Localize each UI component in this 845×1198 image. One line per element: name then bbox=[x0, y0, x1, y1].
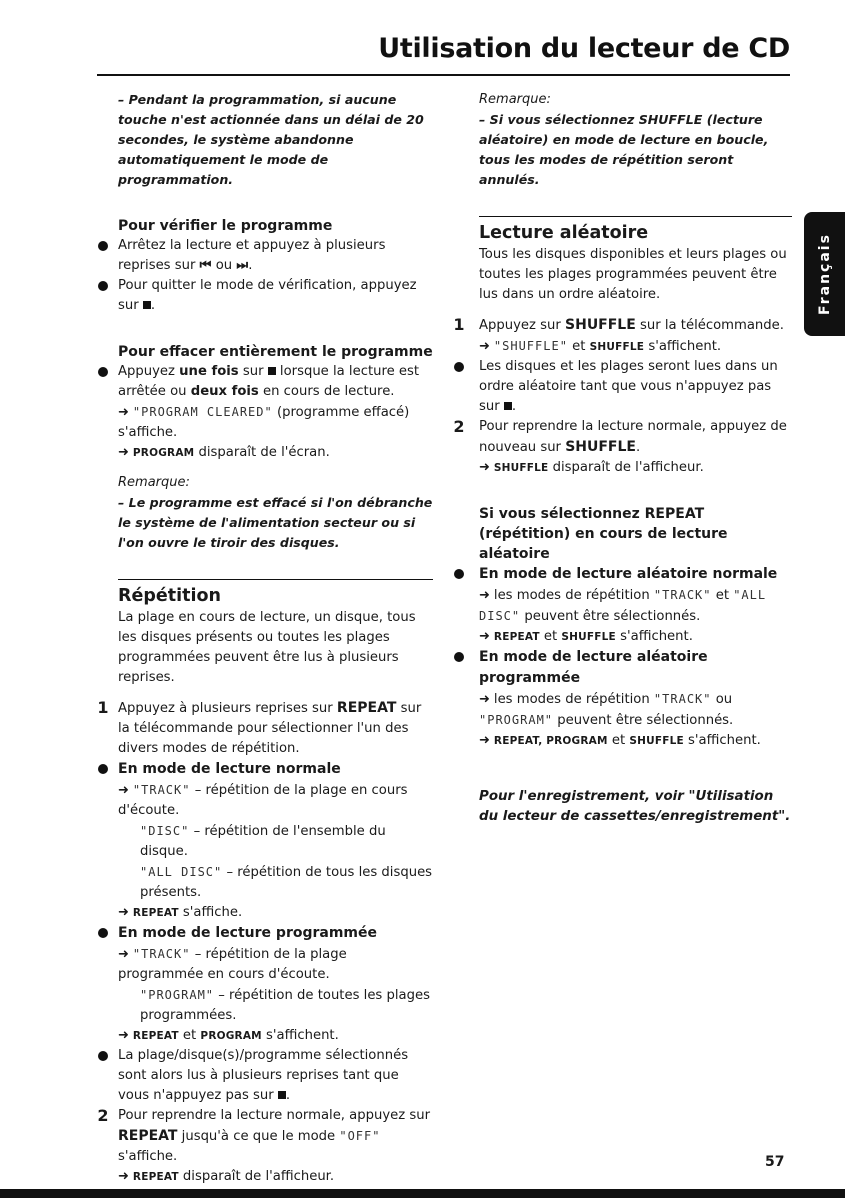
step-1: 1 Appuyez à plusieurs reprises sur REPEAT sur la télécommande pour sélectionner l'un des divers modes de répétition. bbox=[97, 698, 422, 756]
bullet-icon bbox=[96, 236, 110, 256]
result-line: ➜ "PROGRAM CLEARED" (programme effacé) s'affiche. bbox=[118, 405, 410, 440]
result-line: "ALL DISC" – répétition de tous les disques présents. bbox=[140, 865, 433, 900]
previous-track-icon: ⏮ bbox=[199, 258, 212, 273]
bullet-icon bbox=[96, 923, 110, 943]
language-tab bbox=[804, 212, 845, 336]
result-line: ➜ "SHUFFLE" et SHUFFLE s'affichent. bbox=[479, 339, 722, 354]
stop-icon bbox=[143, 301, 151, 309]
arrow-icon: ➜ bbox=[118, 783, 129, 798]
result-line: "DISC" – répétition de l'ensemble du disque. bbox=[140, 824, 386, 859]
step-2: 2 Pour reprendre la lecture normale, appuyez sur REPEAT jusqu'à ce que le mode "OFF" s'affiche. bbox=[97, 1106, 431, 1164]
list-item: La plage/disque(s)/programme sélectionnés sont alors lus à plusieurs reprises tant que vous n'appuyez pas sur . bbox=[96, 1046, 433, 1106]
list-item: Les disques et les plages seront lues dans un ordre aléatoire tant que vous n'appuyez pas sur . bbox=[452, 357, 792, 417]
next-track-icon: ⏭ bbox=[236, 258, 249, 273]
arrow-icon: ➜ bbox=[479, 460, 490, 475]
arrow-icon: ➜ bbox=[118, 947, 129, 962]
list-item: Pour quitter le mode de vérification, appuyez sur . bbox=[96, 276, 433, 316]
result-line: "PROGRAM" – répétition de toutes les plages programmées. bbox=[140, 988, 430, 1023]
result-line: ➜ REPEAT disparaît de l'afficheur. bbox=[118, 1169, 335, 1184]
repeat-section-title: Répétition bbox=[118, 586, 221, 606]
programming-timeout-note: – Pendant la programmation, si aucune touche n'est actionnée dans un délai de 20 secondes, le système abandonne automatiquement le mode de programmation. bbox=[118, 92, 424, 187]
page-title: Utilisation du lecteur de CD bbox=[378, 33, 790, 64]
arrow-icon: ➜ bbox=[479, 588, 490, 603]
arrow-icon: ➜ bbox=[479, 629, 490, 644]
left-column bbox=[96, 90, 433, 1187]
right-column bbox=[452, 90, 792, 827]
bullet-icon bbox=[452, 564, 466, 584]
arrow-icon: ➜ bbox=[118, 405, 129, 420]
language-tab-label: Français bbox=[816, 233, 833, 315]
list-item: En mode de lecture aléatoire programmée bbox=[452, 647, 792, 689]
note-title: Remarque: bbox=[479, 92, 551, 107]
verify-program-heading: Pour vérifier le programme bbox=[118, 218, 333, 234]
bullet-icon bbox=[96, 759, 110, 779]
stop-icon bbox=[504, 402, 512, 410]
bullet-icon bbox=[452, 647, 466, 667]
section-divider bbox=[118, 579, 433, 580]
result-line: ➜ REPEAT et SHUFFLE s'affichent. bbox=[479, 629, 693, 644]
bullet-icon bbox=[96, 362, 110, 382]
bullet-icon bbox=[96, 1046, 110, 1066]
stop-icon bbox=[278, 1091, 286, 1099]
result-line: ➜ les modes de répétition "TRACK" et "ALL DISC" peuvent être sélectionnés. bbox=[479, 588, 767, 624]
note-title: Remarque: bbox=[118, 475, 190, 490]
list-item: Arrêtez la lecture et appuyez à plusieurs reprises sur ⏮ ou ⏭. bbox=[96, 236, 433, 276]
list-item: En mode de lecture normale bbox=[96, 759, 433, 780]
recording-reference: Pour l'enregistrement, voir "Utilisation du lecteur de cassettes/enregistrement". bbox=[479, 789, 791, 824]
stop-icon bbox=[268, 367, 276, 375]
bullet-icon bbox=[452, 357, 466, 377]
arrow-icon: ➜ bbox=[479, 692, 490, 707]
repeat-intro: La plage en cours de lecture, un disque, tous les disques présents ou toutes les plages programmées peuvent être lus à plusieurs reprises. bbox=[118, 610, 416, 685]
result-line: ➜ "TRACK" – répétition de la plage en cours d'écoute. bbox=[118, 783, 408, 818]
step-2: 2 Pour reprendre la lecture normale, appuyez de nouveau sur SHUFFLE. bbox=[453, 417, 787, 455]
erase-note: – Le programme est effacé si l'on débranche le système de l'alimentation secteur ou si l'on ouvre le tiroir des disques. bbox=[118, 495, 433, 550]
result-line: ➜ REPEAT, PROGRAM et SHUFFLE s'affichent. bbox=[479, 733, 761, 748]
repeat-in-shuffle-heading: Si vous sélectionnez REPEAT (répétition) en cours de lecture aléatoire bbox=[479, 506, 728, 562]
list-item: Appuyez une fois sur lorsque la lecture est arrêtée ou deux fois en cours de lecture. bbox=[96, 362, 433, 402]
arrow-icon: ➜ bbox=[118, 905, 129, 920]
step-1: 1 Appuyez sur SHUFFLE sur la télécommande. bbox=[453, 315, 784, 334]
result-line: ➜ REPEAT s'affiche. bbox=[118, 905, 243, 920]
bottom-bar bbox=[0, 1189, 845, 1198]
arrow-icon: ➜ bbox=[479, 339, 490, 354]
erase-program-heading: Pour effacer entièrement le programme bbox=[118, 344, 433, 360]
step-number: 1 bbox=[453, 315, 465, 334]
result-line: ➜ PROGRAM disparaît de l'écran. bbox=[118, 445, 330, 460]
result-line: ➜ REPEAT et PROGRAM s'affichent. bbox=[118, 1028, 339, 1043]
page-number: 57 bbox=[765, 1154, 785, 1170]
arrow-icon: ➜ bbox=[118, 1028, 129, 1043]
step-number: 2 bbox=[97, 1106, 109, 1125]
arrow-icon: ➜ bbox=[118, 1169, 129, 1184]
shuffle-note: – Si vous sélectionnez SHUFFLE (lecture aléatoire) en mode de lecture en boucle, tous les modes de répétition seront annulés. bbox=[479, 112, 769, 187]
bullet-icon bbox=[96, 276, 110, 296]
result-line: ➜ "TRACK" – répétition de la plage programmée en cours d'écoute. bbox=[118, 947, 347, 982]
step-number: 2 bbox=[453, 417, 465, 436]
arrow-icon: ➜ bbox=[118, 445, 129, 460]
list-item: En mode de lecture aléatoire normale bbox=[452, 564, 792, 585]
step-number: 1 bbox=[97, 698, 109, 717]
shuffle-intro: Tous les disques disponibles et leurs plages ou toutes les plages programmées peuvent être lus dans un ordre aléatoire. bbox=[479, 247, 787, 302]
result-line: ➜ les modes de répétition "TRACK" ou "PROGRAM" peuvent être sélectionnés. bbox=[479, 692, 734, 728]
list-item: En mode de lecture programmée bbox=[96, 923, 433, 944]
section-divider bbox=[479, 216, 792, 217]
shuffle-section-title: Lecture aléatoire bbox=[479, 223, 649, 243]
arrow-icon: ➜ bbox=[479, 733, 490, 748]
title-divider bbox=[97, 74, 790, 76]
result-line: ➜ SHUFFLE disparaît de l'afficheur. bbox=[479, 460, 704, 475]
